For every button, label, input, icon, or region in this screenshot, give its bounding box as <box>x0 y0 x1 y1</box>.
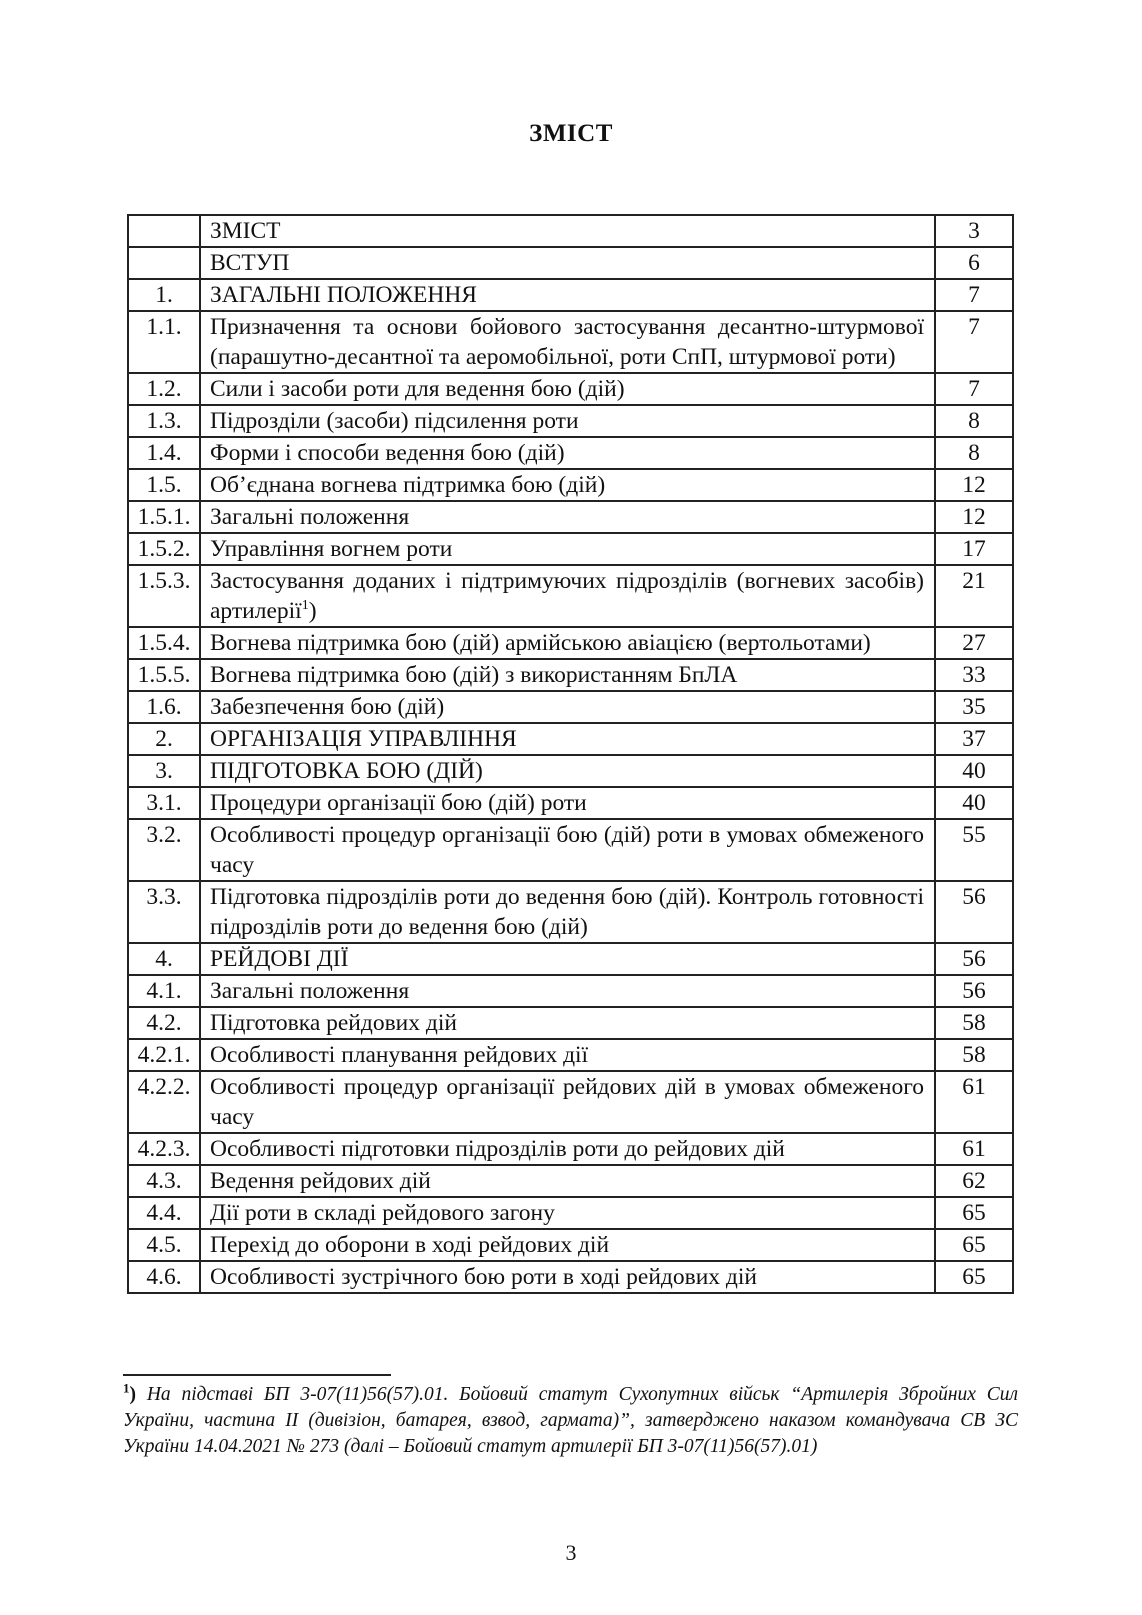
toc-section-title-text: Управління вогнем роти <box>210 536 453 562</box>
toc-section-number: 4.2.1. <box>128 1039 200 1071</box>
toc-page-number: 56 <box>935 975 1013 1007</box>
toc-page-number: 7 <box>935 373 1013 405</box>
toc-row <box>128 975 1013 1007</box>
toc-section-number: 3.2. <box>128 819 200 881</box>
toc-page-number: 12 <box>935 469 1013 501</box>
toc-section-title <box>200 247 935 279</box>
toc-section-number: 4.5. <box>128 1229 200 1261</box>
toc-page-number: 56 <box>935 943 1013 975</box>
toc-section-number: 1.2. <box>128 373 200 405</box>
toc-section-title <box>200 1133 935 1165</box>
toc-section-number: 1.4. <box>128 437 200 469</box>
toc-section-title-text: Особливості планування рейдових дії <box>210 1042 589 1068</box>
toc-section-title <box>200 215 935 247</box>
footnote-separator <box>123 1374 391 1376</box>
toc-section-title <box>200 1197 935 1229</box>
toc-section-title-text: Форми і способи ведення бою (дій) <box>210 440 565 466</box>
toc-row <box>128 819 1013 881</box>
toc-page-number: 7 <box>935 279 1013 311</box>
toc-section-title-text: ПІДГОТОВКА БОЮ (ДІЙ) <box>210 758 483 784</box>
toc-section-number: 1.3. <box>128 405 200 437</box>
toc-row <box>128 405 1013 437</box>
toc-section-title-text: Особливості підготовки підрозділів роти до рейдових дій <box>210 1136 785 1162</box>
toc-section-title <box>200 1229 935 1261</box>
toc-row <box>128 311 1013 373</box>
toc-row <box>128 501 1013 533</box>
toc-section-title-text: Підрозділи (засоби) підсилення роти <box>210 408 579 434</box>
toc-row <box>128 215 1013 247</box>
toc-section-title-text: Забезпечення бою (дій) <box>210 694 445 720</box>
toc-section-number: 2. <box>128 723 200 755</box>
toc-section-title <box>200 311 935 373</box>
toc-section-number: 1.5. <box>128 469 200 501</box>
toc-section-number: 4. <box>128 943 200 975</box>
toc-section-title-text: Підготовка підрозділів роти до ведення бою (дій). Контроль готовності підрозділів роти до ведення бою (дій) <box>210 884 924 940</box>
toc-section-number: 1.5.2. <box>128 533 200 565</box>
toc-section-title-text: ЗАГАЛЬНІ ПОЛОЖЕННЯ <box>210 282 477 308</box>
toc-page-number: 61 <box>935 1071 1013 1133</box>
toc-row <box>128 1165 1013 1197</box>
toc-row <box>128 437 1013 469</box>
toc-section-title <box>200 787 935 819</box>
toc-row <box>128 533 1013 565</box>
toc-section-number: 3. <box>128 755 200 787</box>
toc-page-number: 35 <box>935 691 1013 723</box>
toc-section-title-text: Сили і засоби роти для ведення бою (дій) <box>210 376 625 402</box>
toc-section-title-text: ОРГАНІЗАЦІЯ УПРАВЛІННЯ <box>210 726 517 752</box>
toc-row <box>128 373 1013 405</box>
toc-section-number: 1. <box>128 279 200 311</box>
toc-row <box>128 1007 1013 1039</box>
toc-section-number <box>128 215 200 247</box>
toc-page-number: 21 <box>935 565 1013 627</box>
toc-page-number: 55 <box>935 819 1013 881</box>
toc-section-number: 4.2.2. <box>128 1071 200 1133</box>
toc-page-number: 65 <box>935 1197 1013 1229</box>
toc-section-number: 1.1. <box>128 311 200 373</box>
toc-page-number: 65 <box>935 1229 1013 1261</box>
toc-row <box>128 943 1013 975</box>
toc-row <box>128 279 1013 311</box>
toc-section-title <box>200 565 935 627</box>
toc-section-number: 1.5.5. <box>128 659 200 691</box>
footnote-text: На підставі БП 3-07(11)56(57).01. Бойовий статут Сухопутних військ “Артилерія Збройних Сил України, частина II (дивізіон, батарея, взвод, гармата)”, затверджено наказом командувача СВ ЗС України 14.04.2021 № 273 (далі – Бойовий статут артилерії БП 3-07(11)56(57).01) <box>123 1384 1019 1457</box>
toc-row <box>128 881 1013 943</box>
footnote-mark: $^1$) <box>123 1380 136 1405</box>
toc-section-title-text: Призначення та основи бойового застосування десантно-штурмової (парашутно-десантної та аеромобільної, роти СпП, штурмової роти) <box>210 314 924 370</box>
toc-row <box>128 787 1013 819</box>
toc-section-number: 4.2.3. <box>128 1133 200 1165</box>
toc-section-title-text: Вогнева підтримка бою (дій) з використанням БпЛА <box>210 662 738 688</box>
toc-section-title-text: РЕЙДОВІ ДІЇ <box>210 946 349 972</box>
toc-table <box>127 214 1014 1294</box>
toc-row <box>128 1039 1013 1071</box>
toc-section-number: 1.5.3. <box>128 565 200 627</box>
toc-page-number: 58 <box>935 1007 1013 1039</box>
toc-page-number: 58 <box>935 1039 1013 1071</box>
toc-page-number: 17 <box>935 533 1013 565</box>
toc-row <box>128 1071 1013 1133</box>
toc-row <box>128 691 1013 723</box>
toc-section-number: 4.3. <box>128 1165 200 1197</box>
footnote <box>123 1382 1018 1460</box>
toc-page-number: 40 <box>935 787 1013 819</box>
toc-section-title <box>200 659 935 691</box>
toc-section-title-text: ЗМІСТ <box>210 218 281 244</box>
toc-section-title <box>200 501 935 533</box>
toc-page-number: 12 <box>935 501 1013 533</box>
toc-section-number: 3.1. <box>128 787 200 819</box>
toc-row <box>128 627 1013 659</box>
toc-page-number: 7 <box>935 311 1013 373</box>
toc-page-number: 56 <box>935 881 1013 943</box>
toc-section-number: 1.6. <box>128 691 200 723</box>
toc-section-title-text: Особливості процедур організації рейдових дій в умовах обмеженого часу <box>210 1074 924 1130</box>
toc-page-number: 61 <box>935 1133 1013 1165</box>
toc-page-number: 27 <box>935 627 1013 659</box>
toc-row <box>128 1229 1013 1261</box>
toc-section-title-text: Особливості зустрічного бою роти в ході рейдових дій <box>210 1264 757 1290</box>
toc-section-title <box>200 373 935 405</box>
toc-page-number: 40 <box>935 755 1013 787</box>
toc-section-number: 4.6. <box>128 1261 200 1293</box>
toc-section-title <box>200 627 935 659</box>
toc-section-number: 3.3. <box>128 881 200 943</box>
footnote-reference-suffix: ) <box>308 598 317 624</box>
toc-section-title-text: Особливості процедур організації бою (дій) роти в умовах обмеженого часу <box>210 822 924 878</box>
toc-section-title-text: Підготовка рейдових дій <box>210 1010 457 1036</box>
toc-section-title <box>200 691 935 723</box>
toc-section-title <box>200 469 935 501</box>
toc-section-title-text: Вогнева підтримка бою (дій) армійською авіацією (вертольотами) <box>210 630 871 656</box>
toc-page-number: 33 <box>935 659 1013 691</box>
toc-section-title-text: Об’єднана вогнева підтримка бою (дій) <box>210 472 606 498</box>
toc-section-title <box>200 279 935 311</box>
toc-section-title <box>200 437 935 469</box>
toc-row <box>128 1133 1013 1165</box>
toc-page-number: 6 <box>935 247 1013 279</box>
toc-section-title-text: Застосування доданих і підтримуючих підрозділів (вогневих засобів) артилерії <box>210 568 924 624</box>
toc-section-number: 4.2. <box>128 1007 200 1039</box>
toc-section-title <box>200 755 935 787</box>
toc-section-title-text: Процедури організації бою (дій) роти <box>210 790 587 816</box>
toc-page-number: 8 <box>935 437 1013 469</box>
toc-row <box>128 247 1013 279</box>
toc-page-number: 65 <box>935 1261 1013 1293</box>
toc-page-number: 8 <box>935 405 1013 437</box>
toc-page-number: 37 <box>935 723 1013 755</box>
toc-row <box>128 469 1013 501</box>
toc-section-number: 4.4. <box>128 1197 200 1229</box>
toc-section-number <box>128 247 200 279</box>
toc-section-title-text: Дії роти в складі рейдового загону <box>210 1200 555 1226</box>
toc-section-title <box>200 943 935 975</box>
toc-section-title <box>200 819 935 881</box>
toc-section-title <box>200 1039 935 1071</box>
toc-section-title <box>200 1007 935 1039</box>
toc-row <box>128 565 1013 627</box>
toc-section-number: 1.5.1. <box>128 501 200 533</box>
toc-section-number: 1.5.4. <box>128 627 200 659</box>
toc-section-title <box>200 1165 935 1197</box>
toc-section-title <box>200 1071 935 1133</box>
toc-section-title-text: Ведення рейдових дій <box>210 1168 431 1194</box>
toc-section-title-text: ВСТУП <box>210 250 290 276</box>
toc-row <box>128 1197 1013 1229</box>
toc-section-title-text: Перехід до оборони в ході рейдових дій <box>210 1232 610 1258</box>
toc-row <box>128 755 1013 787</box>
toc-section-title <box>200 881 935 943</box>
page-title: ЗМІСТ <box>529 120 613 147</box>
toc-row <box>128 659 1013 691</box>
toc-section-title <box>200 533 935 565</box>
toc-section-title-text: Загальні положення <box>210 504 410 530</box>
toc-section-title <box>200 1261 935 1293</box>
toc-section-title <box>200 723 935 755</box>
toc-row <box>128 1261 1013 1293</box>
toc-section-number: 4.1. <box>128 975 200 1007</box>
toc-section-title-text: Загальні положення <box>210 978 410 1004</box>
toc-section-title <box>200 405 935 437</box>
toc-row <box>128 723 1013 755</box>
toc-page-number: 62 <box>935 1165 1013 1197</box>
toc-page-number: 3 <box>935 215 1013 247</box>
page-number: 3 <box>565 1540 577 1565</box>
footnote-reference: 1 <box>301 598 309 614</box>
toc-section-title <box>200 975 935 1007</box>
